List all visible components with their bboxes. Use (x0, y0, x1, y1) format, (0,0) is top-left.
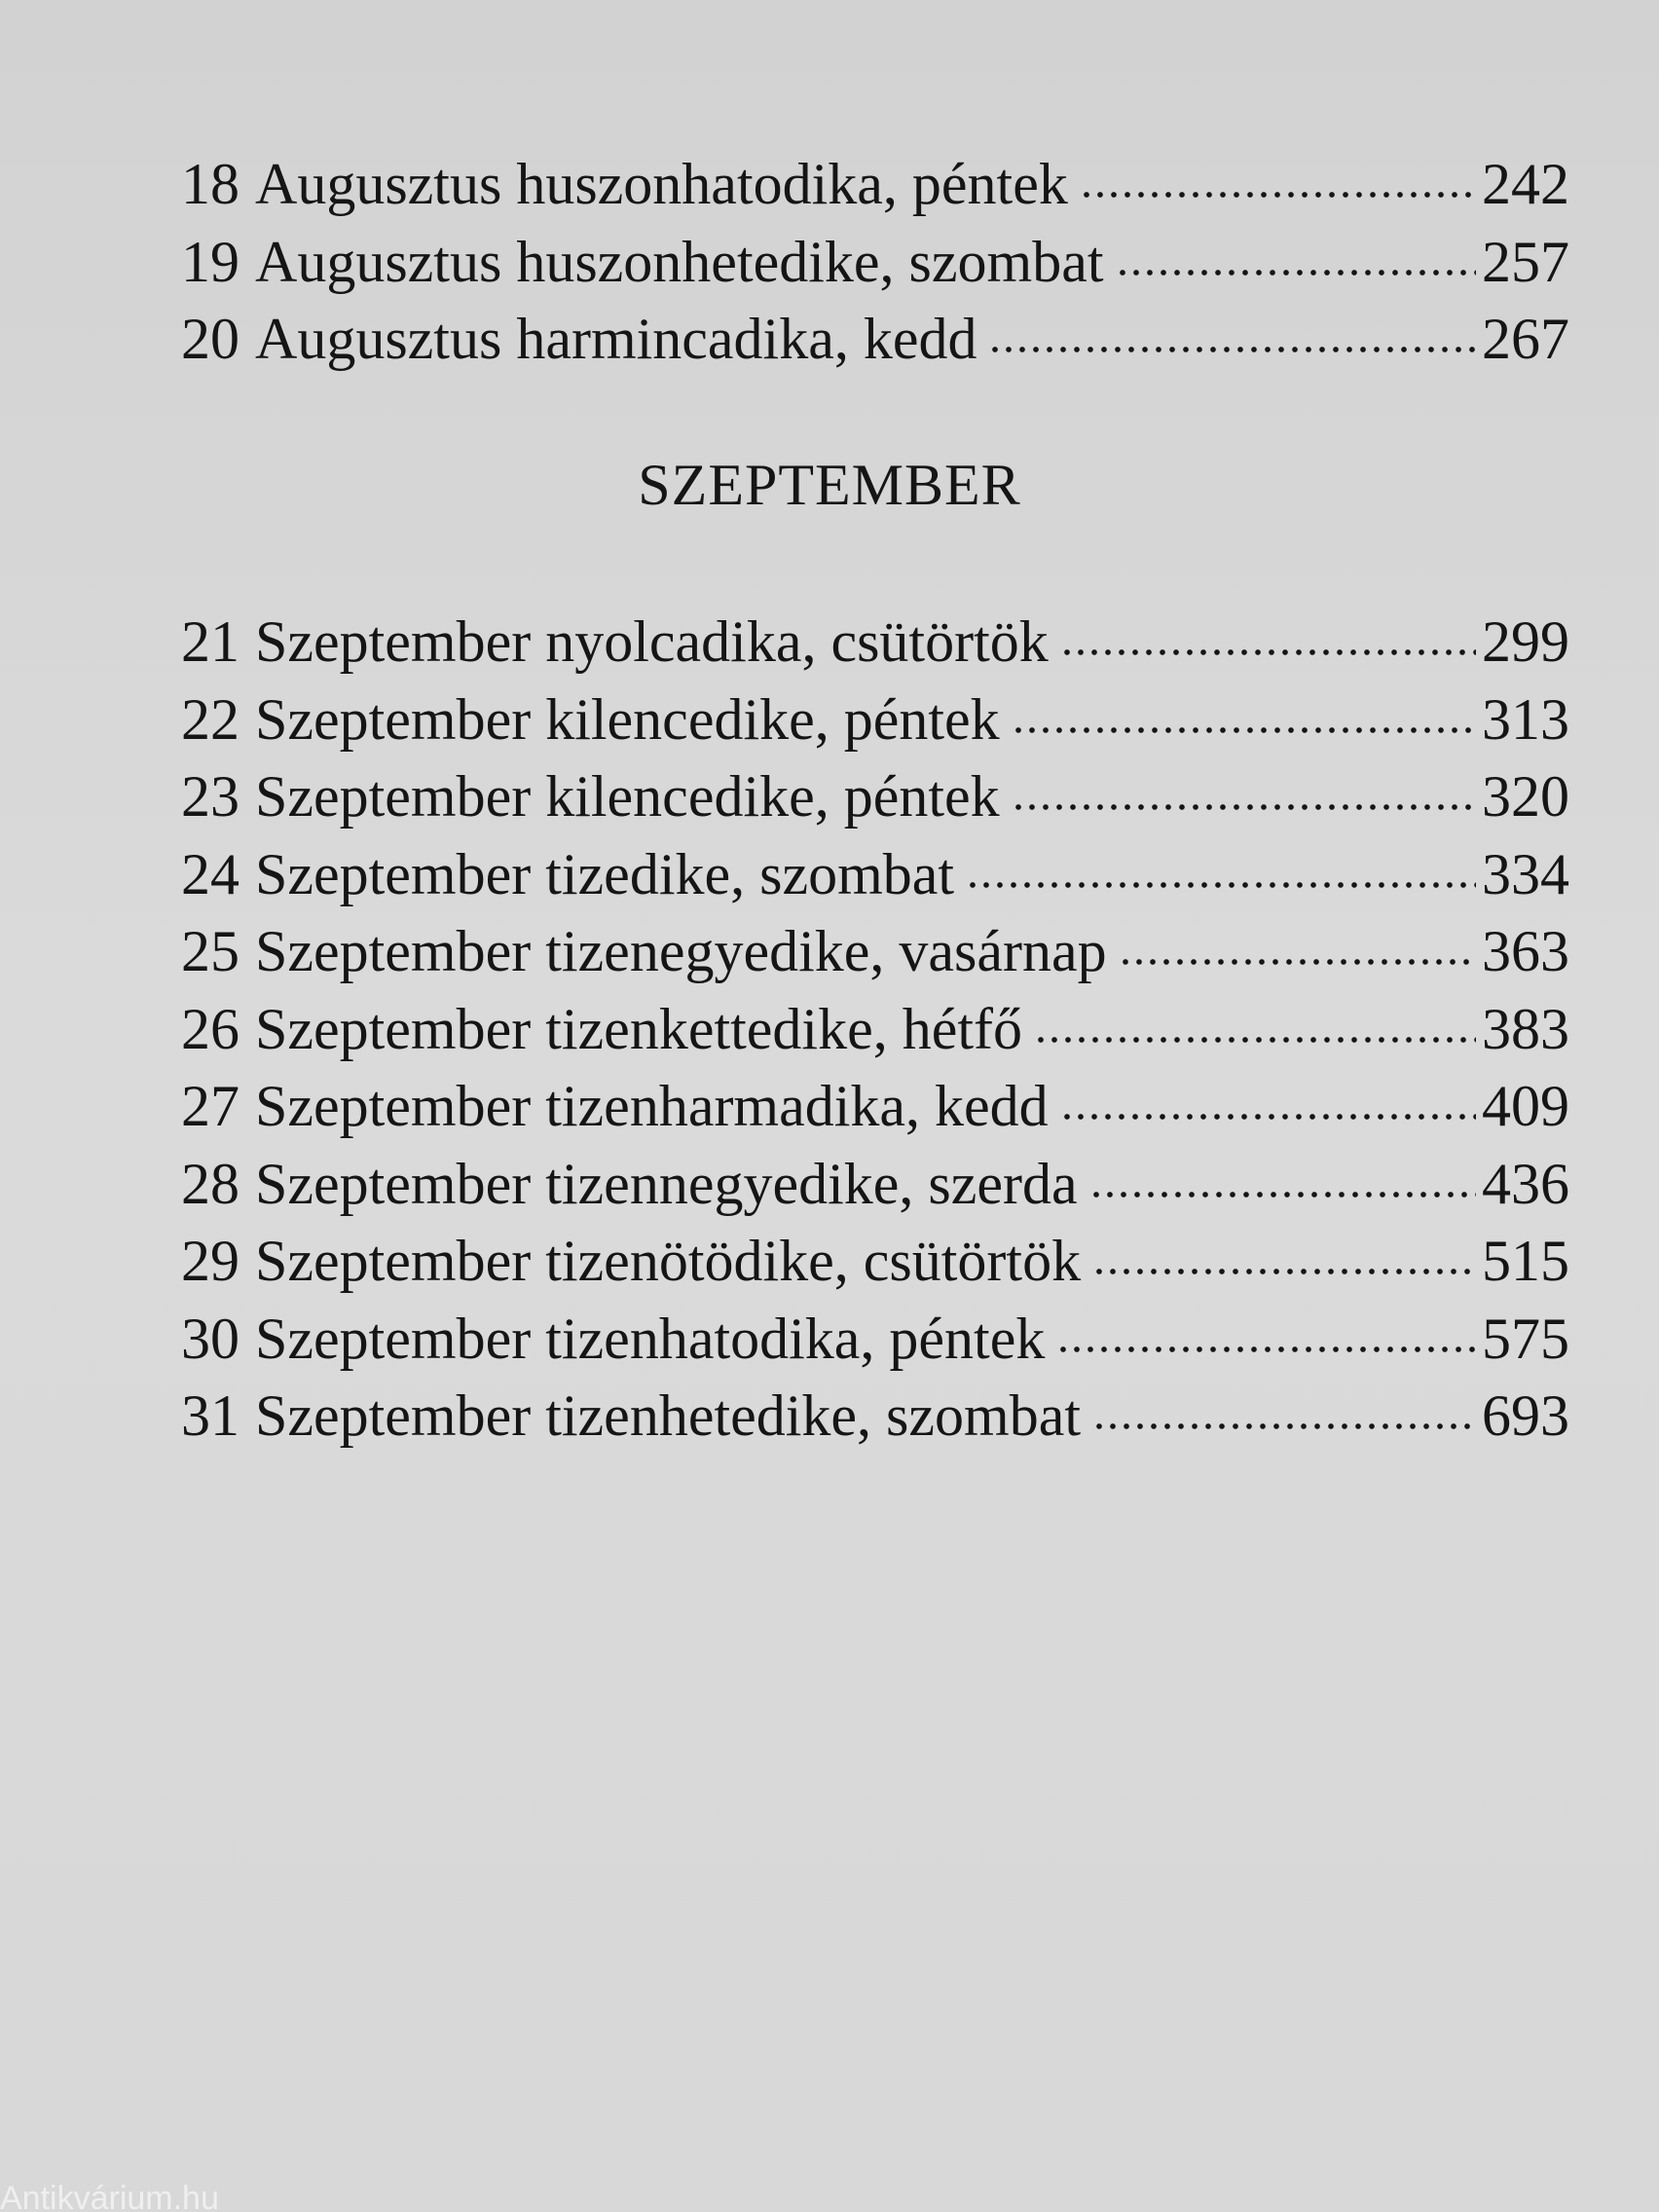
dot-leader (1092, 1267, 1476, 1276)
toc-entry (181, 146, 1569, 224)
entry-title: Szeptember nyolcadika, csütörtök (255, 609, 1049, 674)
dot-leader (1056, 1345, 1476, 1354)
entry-page-number: 267 (1482, 307, 1569, 371)
entry-page-number: 257 (1482, 229, 1569, 294)
entry-number: 20 (181, 307, 240, 371)
dot-leader (1092, 1421, 1476, 1431)
dot-leader (966, 880, 1476, 890)
entry-page-number: 363 (1482, 919, 1569, 983)
entry-number: 25 (181, 919, 240, 983)
entry-title: Szeptember tizenötödike, csütörtök (255, 1229, 1082, 1293)
entry-number: 22 (181, 686, 240, 752)
toc-entry (181, 1301, 1569, 1379)
entry-page-number: 515 (1482, 1229, 1569, 1293)
toc-entry (181, 1223, 1569, 1301)
toc-september-list (181, 604, 1569, 1456)
entry-number: 23 (181, 764, 240, 829)
entry-number: 24 (181, 841, 240, 906)
entry-page-number: 436 (1482, 1151, 1569, 1216)
dot-leader (1116, 268, 1477, 277)
entry-number: 27 (181, 1074, 240, 1138)
entry-title: Szeptember tizedike, szombat (255, 841, 955, 906)
entry-page-number: 334 (1482, 841, 1569, 906)
entry-title: Szeptember kilencedike, péntek (255, 686, 1000, 752)
entry-number: 26 (181, 996, 240, 1061)
entry-page-number: 299 (1482, 609, 1569, 674)
entry-number: 19 (181, 229, 240, 294)
entry-title: Szeptember tizennegyedike, szerda (255, 1151, 1078, 1216)
toc-entry (181, 682, 1569, 759)
watermark-text: Antikvárium.hu (0, 2185, 219, 2212)
entry-title: Szeptember tizenhetedike, szombat (255, 1383, 1081, 1448)
entry-page-number: 409 (1482, 1074, 1569, 1138)
dot-leader (1080, 190, 1476, 200)
entry-page-number: 242 (1482, 152, 1569, 216)
entry-number: 21 (181, 609, 240, 674)
entry-page-number: 320 (1482, 764, 1569, 829)
entry-title: Augusztus huszonhetedike, szombat (255, 229, 1104, 294)
entry-number: 28 (181, 1151, 240, 1216)
section-heading: SZEPTEMBER (638, 453, 1021, 517)
toc-entry (181, 758, 1569, 836)
dot-leader (988, 345, 1476, 354)
entry-title: Augusztus huszonhatodika, péntek (255, 152, 1068, 216)
dot-leader (1060, 1112, 1476, 1122)
toc-entry (181, 836, 1569, 914)
toc-entry (181, 224, 1569, 302)
toc-entry (181, 913, 1569, 991)
entry-number: 29 (181, 1229, 240, 1293)
entry-title: Szeptember tizenhatodika, péntek (255, 1306, 1046, 1371)
toc-entry (181, 604, 1569, 682)
entry-page-number: 383 (1482, 996, 1569, 1061)
entry-title: Szeptember kilencedike, péntek (255, 764, 1000, 829)
entry-title: Szeptember tizenegyedike, vasárnap (255, 919, 1107, 983)
toc-entry (181, 991, 1569, 1069)
toc-entry (181, 1146, 1569, 1224)
dot-leader (1012, 725, 1476, 735)
dot-leader (1012, 802, 1476, 812)
entry-number: 30 (181, 1306, 240, 1371)
entry-number: 31 (181, 1383, 240, 1448)
dot-leader (1034, 1035, 1476, 1045)
dot-leader (1119, 957, 1476, 967)
toc-entry (181, 1378, 1569, 1456)
toc-entry (181, 301, 1569, 379)
toc-entry (181, 1068, 1569, 1146)
dot-leader (1060, 647, 1476, 657)
entry-page-number: 693 (1482, 1383, 1569, 1448)
entry-page-number: 575 (1482, 1306, 1569, 1371)
entry-title: Szeptember tizenkettedike, hétfő (255, 996, 1022, 1061)
entry-title: Szeptember tizenharmadika, kedd (255, 1074, 1049, 1138)
entry-title: Augusztus harmincadika, kedd (255, 307, 977, 371)
toc-august-list (181, 146, 1569, 379)
entry-page-number: 313 (1482, 686, 1569, 752)
dot-leader (1089, 1190, 1476, 1199)
entry-number: 18 (181, 152, 240, 216)
